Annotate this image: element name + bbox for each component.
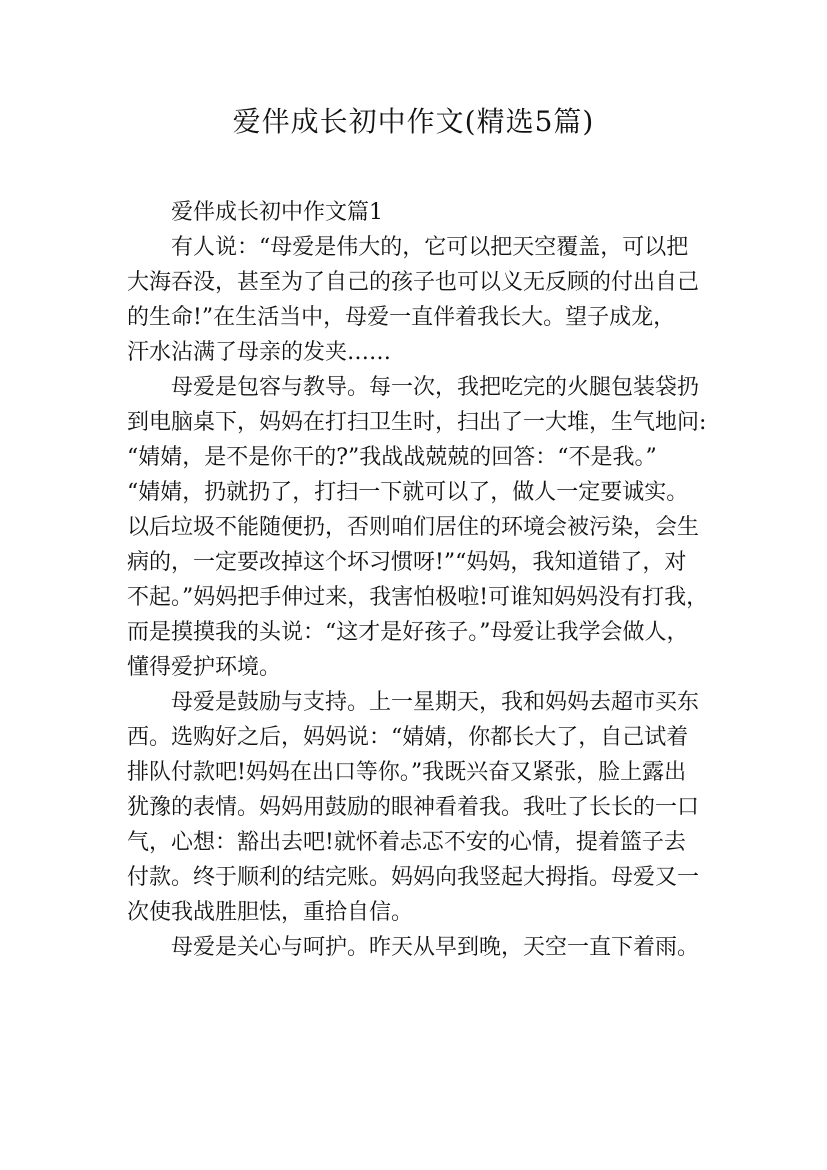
paragraph-3: [127, 685, 712, 930]
paragraph-1: [127, 230, 712, 370]
paragraph-1-line-1: 有人说：“母爱是伟大的，它可以把天空覆盖，可以把: [171, 235, 689, 260]
document-body: [127, 195, 712, 965]
paragraph-3-line-4: 犹豫的表情。妈妈用鼓励的眼神看着我。我吐了长长的一口: [127, 795, 700, 820]
paragraph-2-line-1: 母爱是包容与教导。每一次，我把吃完的火腿包装袋扔: [171, 375, 700, 400]
paragraph-1-line-4: 汗水沾满了母亲的发夹……: [127, 340, 392, 365]
paragraph-3-line-6: 付款。终于顺利的结完账。妈妈向我竖起大拇指。母爱又一: [127, 865, 700, 890]
paragraph-2-line-6: 病的，一定要改掉这个坏习惯呀!”“妈妈，我知道错了，对: [127, 550, 687, 575]
paragraph-2: [127, 370, 712, 685]
paragraph-2-line-7: 不起。”妈妈把手伸过来，我害怕极啦!可谁知妈妈没有打我，: [127, 585, 709, 610]
paragraph-3-line-3: 排队付款吧!妈妈在出口等你。”我既兴奋又紧张，脸上露出: [127, 760, 687, 785]
paragraph-2-line-4: “婧婧，扔就扔了，打扫一下就可以了，做人一定要诚实。: [127, 480, 689, 505]
paragraph-3-line-1: 母爱是鼓励与支持。上一星期天，我和妈妈去超市买东: [171, 690, 700, 715]
paragraph-1-line-3: 的生命!”在生活当中，母爱一直伴着我长大。望子成龙，: [127, 305, 676, 330]
paragraph-2-line-9: 懂得爱护环境。: [127, 655, 282, 680]
paragraph-2-line-8: 而是摸摸我的头说：“这才是好孩子。”母爱让我学会做人，: [127, 620, 689, 645]
paragraph-3-line-5: 气，心想：豁出去吧!就怀着忐忑不安的心情，提着篮子去: [127, 830, 686, 855]
paragraph-4: [127, 930, 712, 965]
section-heading: 爱伴成长初中作文篇1: [171, 200, 383, 225]
paragraph-3-line-7: 次使我战胜胆怯，重拾自信。: [127, 900, 414, 925]
paragraph-2-line-5: 以后垃圾不能随便扔，否则咱们居住的环境会被污染，会生: [127, 515, 700, 540]
paragraph-2-line-3: “婧婧，是不是你干的?”我战战兢兢的回答：“不是我。”: [127, 445, 657, 470]
paragraph-4-line-1: 母爱是关心与呵护。昨天从早到晚，天空一直下着雨。: [171, 935, 700, 960]
document-title: 爱伴成长初中作文(精选5篇): [232, 105, 595, 138]
paragraph-1-line-2: 大海吞没，甚至为了自己的孩子也可以义无反顾的付出自己: [127, 270, 700, 295]
paragraph-3-line-2: 西。选购好之后，妈妈说：“婧婧，你都长大了，自己试着: [127, 725, 689, 750]
paragraph-2-line-2: 到电脑桌下，妈妈在打扫卫生时，扫出了一大堆，生气地问:: [127, 410, 707, 435]
